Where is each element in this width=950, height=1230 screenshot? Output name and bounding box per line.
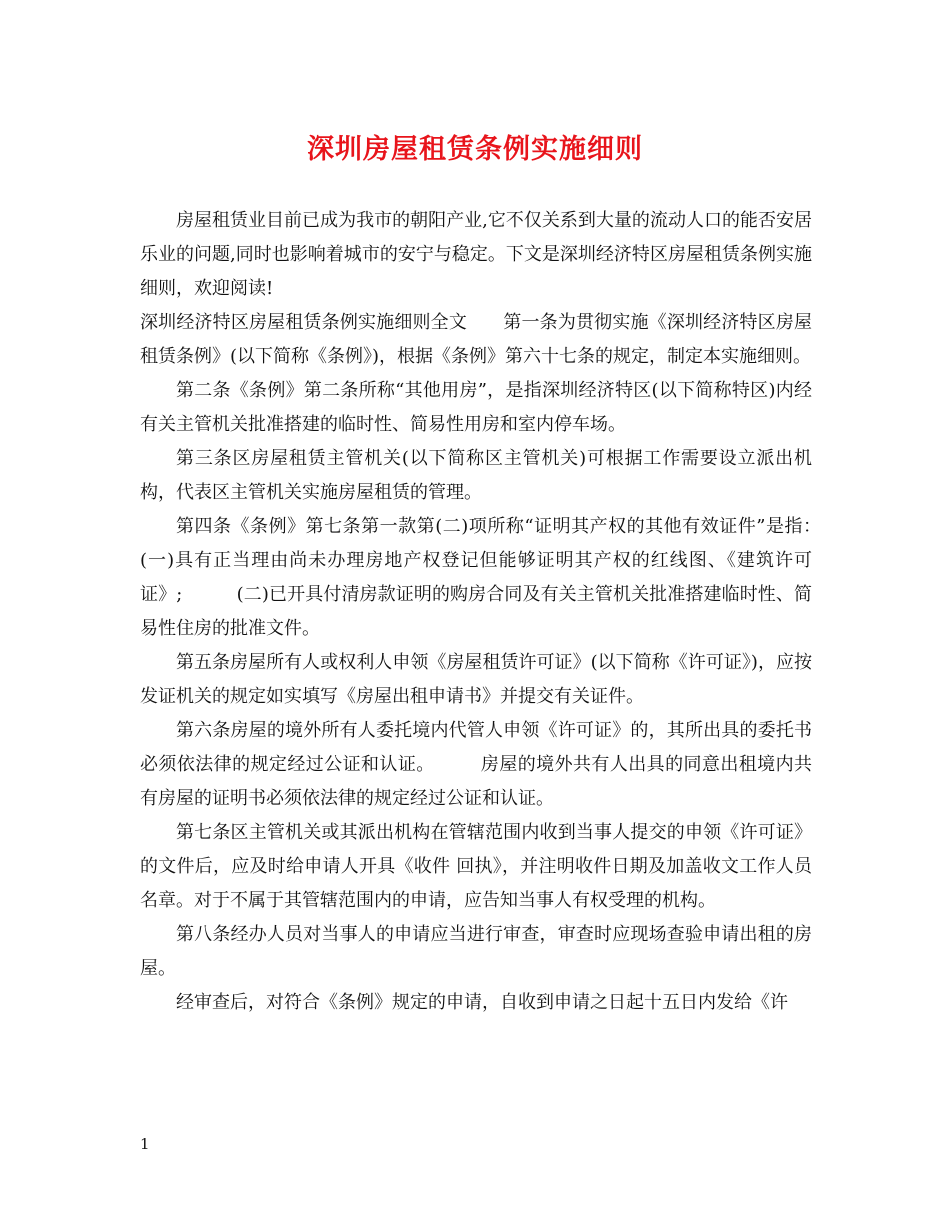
paragraph: 第八条经办人员对当事人的申请应当进行审查，审查时应现场查验申请出租的房屋。 [140,924,812,979]
paragraph: 经审查后，对符合《条例》规定的申请，自收到申请之日起十五日内发给《许 [176,992,788,1013]
paragraph: 第五条房屋所有人或权利人申领《房屋租赁许可证》(以下简称《许可证》)，应按发证机关的规定如实填写《房屋出租申请书》并提交有关证件。 [140,652,812,707]
page-title: 深圳房屋租赁条例实施细则 [307,134,643,165]
paragraph: 第三条区房屋租赁主管机关(以下简称区主管机关)可根据工作需要设立派出机构，代表区主管机关实施房屋租赁的管理。 [140,448,812,503]
paragraph: 第六条房屋的境外所有人委托境内代管人申领《许可证》的，其所出具的委托书必须依法律的规定经过公证和认证。 房屋的境外共有人出具的同意出租境内共有房屋的证明书必须依法律的规定经过公证和认证。 [140,720,812,809]
paragraph: 第二条《条例》第二条所称“其他用房”，是指深圳经济特区(以下简称特区)内经有关主管机关批准搭建的临时性、简易性用房和室内停车场。 [140,380,812,435]
document-body [140,204,866,1020]
page-number: 1 [140,1135,150,1153]
paragraph: 第四条《条例》第七条第一款第(二)项所称“证明其产权的其他有效证件”是指： (一)具有正当理由尚未办理房地产权登记但能够证明其产权的红线图、《建筑许可证》; (二)已开具付清房款证明的购房合同及有关主管机关批准搭建临时性、简易性住房的批准文件。 [140,516,866,639]
paragraph: 第七条区主管机关或其派出机构在管辖范围内收到当事人提交的申领《许可证》的文件后，应及时给申请人开具《收件 回执》，并注明收件日期及加盖收文工作人员名章。对于不属于其管辖范围内的申请，应告知当事人有权受理的机构。 [140,822,812,911]
paragraph: 房屋租赁业目前已成为我市的朝阳产业,它不仅关系到大量的流动人口的能否安居乐业的问题,同时也影响着城市的安宁与稳定。下文是深圳经济特区房屋租赁条例实施细则，欢迎阅读! [140,210,812,299]
paragraph: 深圳经济特区房屋租赁条例实施细则全文 第一条为贯彻实施《深圳经济特区房屋租赁条例》(以下简称《条例》)，根据《条例》第六十七条的规定，制定本实施细则。 [140,312,812,367]
